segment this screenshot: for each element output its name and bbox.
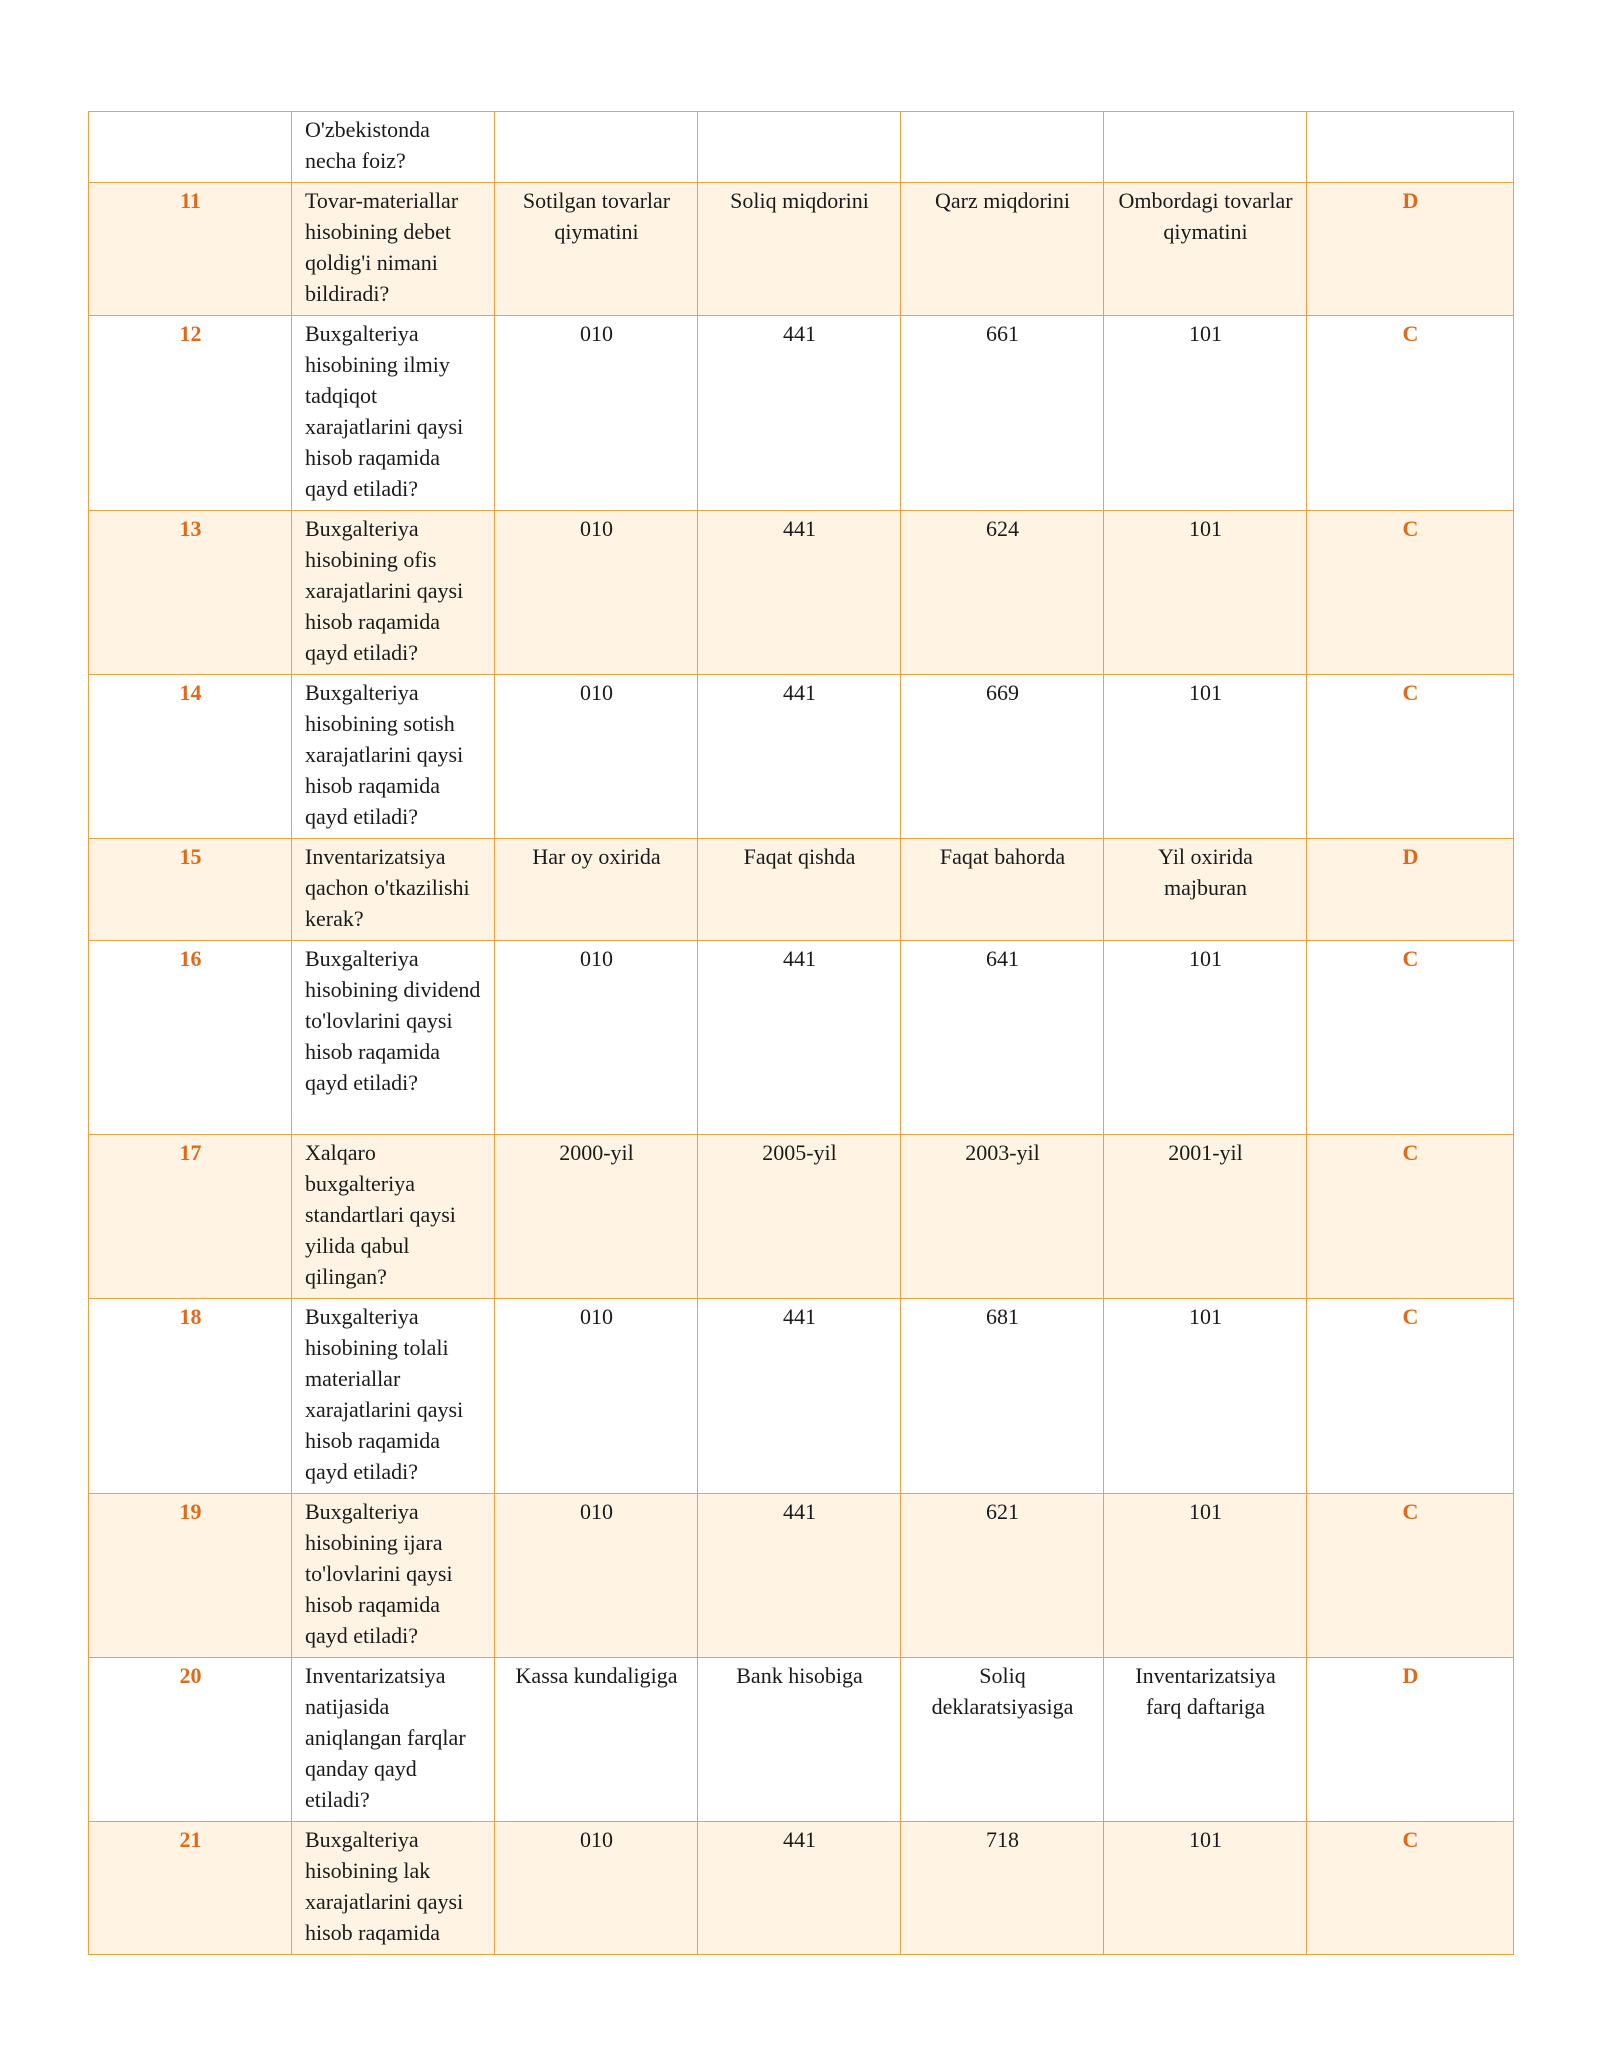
option-b: Bank hisobiga bbox=[698, 1658, 901, 1822]
question-text: Buxgalteriya hisobining ilmiy tadqiqot xarajatlarini qaysi hisob raqamida qayd etiladi? bbox=[292, 316, 495, 511]
option-a: 010 bbox=[495, 1822, 698, 1955]
option-d: 101 bbox=[1104, 511, 1307, 675]
question-number: 19 bbox=[89, 1494, 292, 1658]
table-row bbox=[89, 316, 1514, 511]
option-d: 101 bbox=[1104, 1299, 1307, 1494]
option-c: 681 bbox=[901, 1299, 1104, 1494]
question-text: Buxgalteriya hisobining lak xarajatlarini qaysi hisob raqamida bbox=[292, 1822, 495, 1955]
option-a: 2000-yil bbox=[495, 1135, 698, 1299]
questions-table bbox=[88, 111, 1514, 1955]
correct-answer: C bbox=[1307, 511, 1514, 675]
option-d: Ombordagi tovarlar qiymatini bbox=[1104, 183, 1307, 316]
option-d bbox=[1104, 112, 1307, 183]
option-a: 010 bbox=[495, 316, 698, 511]
option-b: 2005-yil bbox=[698, 1135, 901, 1299]
option-b: Soliq miqdorini bbox=[698, 183, 901, 316]
question-text: Buxgalteriya hisobining ofis xarajatlarini qaysi hisob raqamida qayd etiladi? bbox=[292, 511, 495, 675]
option-c: 661 bbox=[901, 316, 1104, 511]
option-b: 441 bbox=[698, 1494, 901, 1658]
option-d: 101 bbox=[1104, 675, 1307, 839]
table-row bbox=[89, 941, 1514, 1135]
option-d: 101 bbox=[1104, 1494, 1307, 1658]
question-text: Inventarizatsiya qachon o'tkazilishi kerak? bbox=[292, 839, 495, 941]
table-row bbox=[89, 675, 1514, 839]
option-a: Sotilgan tovarlar qiymatini bbox=[495, 183, 698, 316]
table-row bbox=[89, 112, 1514, 183]
correct-answer: C bbox=[1307, 1822, 1514, 1955]
table-row bbox=[89, 1658, 1514, 1822]
question-text: Inventarizatsiya natijasida aniqlangan farqlar qanday qayd etiladi? bbox=[292, 1658, 495, 1822]
option-c: 669 bbox=[901, 675, 1104, 839]
table-row bbox=[89, 1822, 1514, 1955]
question-number: 13 bbox=[89, 511, 292, 675]
option-a bbox=[495, 112, 698, 183]
option-a: 010 bbox=[495, 941, 698, 1135]
option-c bbox=[901, 112, 1104, 183]
question-number: 14 bbox=[89, 675, 292, 839]
option-d: Yil oxirida majburan bbox=[1104, 839, 1307, 941]
option-b: 441 bbox=[698, 316, 901, 511]
option-b: 441 bbox=[698, 675, 901, 839]
correct-answer: C bbox=[1307, 1135, 1514, 1299]
question-number bbox=[89, 112, 292, 183]
option-d: 2001-yil bbox=[1104, 1135, 1307, 1299]
option-b: 441 bbox=[698, 941, 901, 1135]
option-d: 101 bbox=[1104, 941, 1307, 1135]
option-c: 641 bbox=[901, 941, 1104, 1135]
option-d: 101 bbox=[1104, 316, 1307, 511]
option-a: 010 bbox=[495, 511, 698, 675]
question-text: Buxgalteriya hisobining sotish xarajatlarini qaysi hisob raqamida qayd etiladi? bbox=[292, 675, 495, 839]
correct-answer: D bbox=[1307, 183, 1514, 316]
table-row bbox=[89, 839, 1514, 941]
table-row bbox=[89, 511, 1514, 675]
question-number: 11 bbox=[89, 183, 292, 316]
option-a: Kassa kundaligiga bbox=[495, 1658, 698, 1822]
option-b bbox=[698, 112, 901, 183]
question-text: Tovar-materiallar hisobining debet qoldig'i nimani bildiradi? bbox=[292, 183, 495, 316]
option-b: 441 bbox=[698, 1299, 901, 1494]
option-c: 718 bbox=[901, 1822, 1104, 1955]
option-b: 441 bbox=[698, 511, 901, 675]
correct-answer: C bbox=[1307, 1494, 1514, 1658]
question-number: 18 bbox=[89, 1299, 292, 1494]
option-c: Qarz miqdorini bbox=[901, 183, 1104, 316]
correct-answer: C bbox=[1307, 675, 1514, 839]
option-a: 010 bbox=[495, 1299, 698, 1494]
question-text: Xalqaro buxgalteriya standartlari qaysi yilida qabul qilingan? bbox=[292, 1135, 495, 1299]
option-d: 101 bbox=[1104, 1822, 1307, 1955]
question-text: O'zbekistonda necha foiz? bbox=[292, 112, 495, 183]
option-a: 010 bbox=[495, 1494, 698, 1658]
table-row bbox=[89, 183, 1514, 316]
correct-answer: C bbox=[1307, 941, 1514, 1135]
option-c: Soliq deklaratsiyasiga bbox=[901, 1658, 1104, 1822]
correct-answer bbox=[1307, 112, 1514, 183]
table-row bbox=[89, 1494, 1514, 1658]
option-c: Faqat bahorda bbox=[901, 839, 1104, 941]
option-b: 441 bbox=[698, 1822, 901, 1955]
question-text: Buxgalteriya hisobining dividend to'lovlarini qaysi hisob raqamida qayd etiladi? bbox=[292, 941, 495, 1135]
table-row bbox=[89, 1135, 1514, 1299]
question-number: 12 bbox=[89, 316, 292, 511]
correct-answer: D bbox=[1307, 1658, 1514, 1822]
option-c: 621 bbox=[901, 1494, 1104, 1658]
question-number: 20 bbox=[89, 1658, 292, 1822]
correct-answer: C bbox=[1307, 1299, 1514, 1494]
option-c: 624 bbox=[901, 511, 1104, 675]
option-b: Faqat qishda bbox=[698, 839, 901, 941]
correct-answer: C bbox=[1307, 316, 1514, 511]
option-c: 2003-yil bbox=[901, 1135, 1104, 1299]
correct-answer: D bbox=[1307, 839, 1514, 941]
question-number: 16 bbox=[89, 941, 292, 1135]
question-text: Buxgalteriya hisobining tolali materiallar xarajatlarini qaysi hisob raqamida qayd etiladi? bbox=[292, 1299, 495, 1494]
question-number: 17 bbox=[89, 1135, 292, 1299]
questions-table-body bbox=[89, 112, 1514, 1955]
option-a: Har oy oxirida bbox=[495, 839, 698, 941]
option-d: Inventarizatsiya farq daftariga bbox=[1104, 1658, 1307, 1822]
question-number: 15 bbox=[89, 839, 292, 941]
question-number: 21 bbox=[89, 1822, 292, 1955]
question-text: Buxgalteriya hisobining ijara to'lovlarini qaysi hisob raqamida qayd etiladi? bbox=[292, 1494, 495, 1658]
table-row bbox=[89, 1299, 1514, 1494]
option-a: 010 bbox=[495, 675, 698, 839]
